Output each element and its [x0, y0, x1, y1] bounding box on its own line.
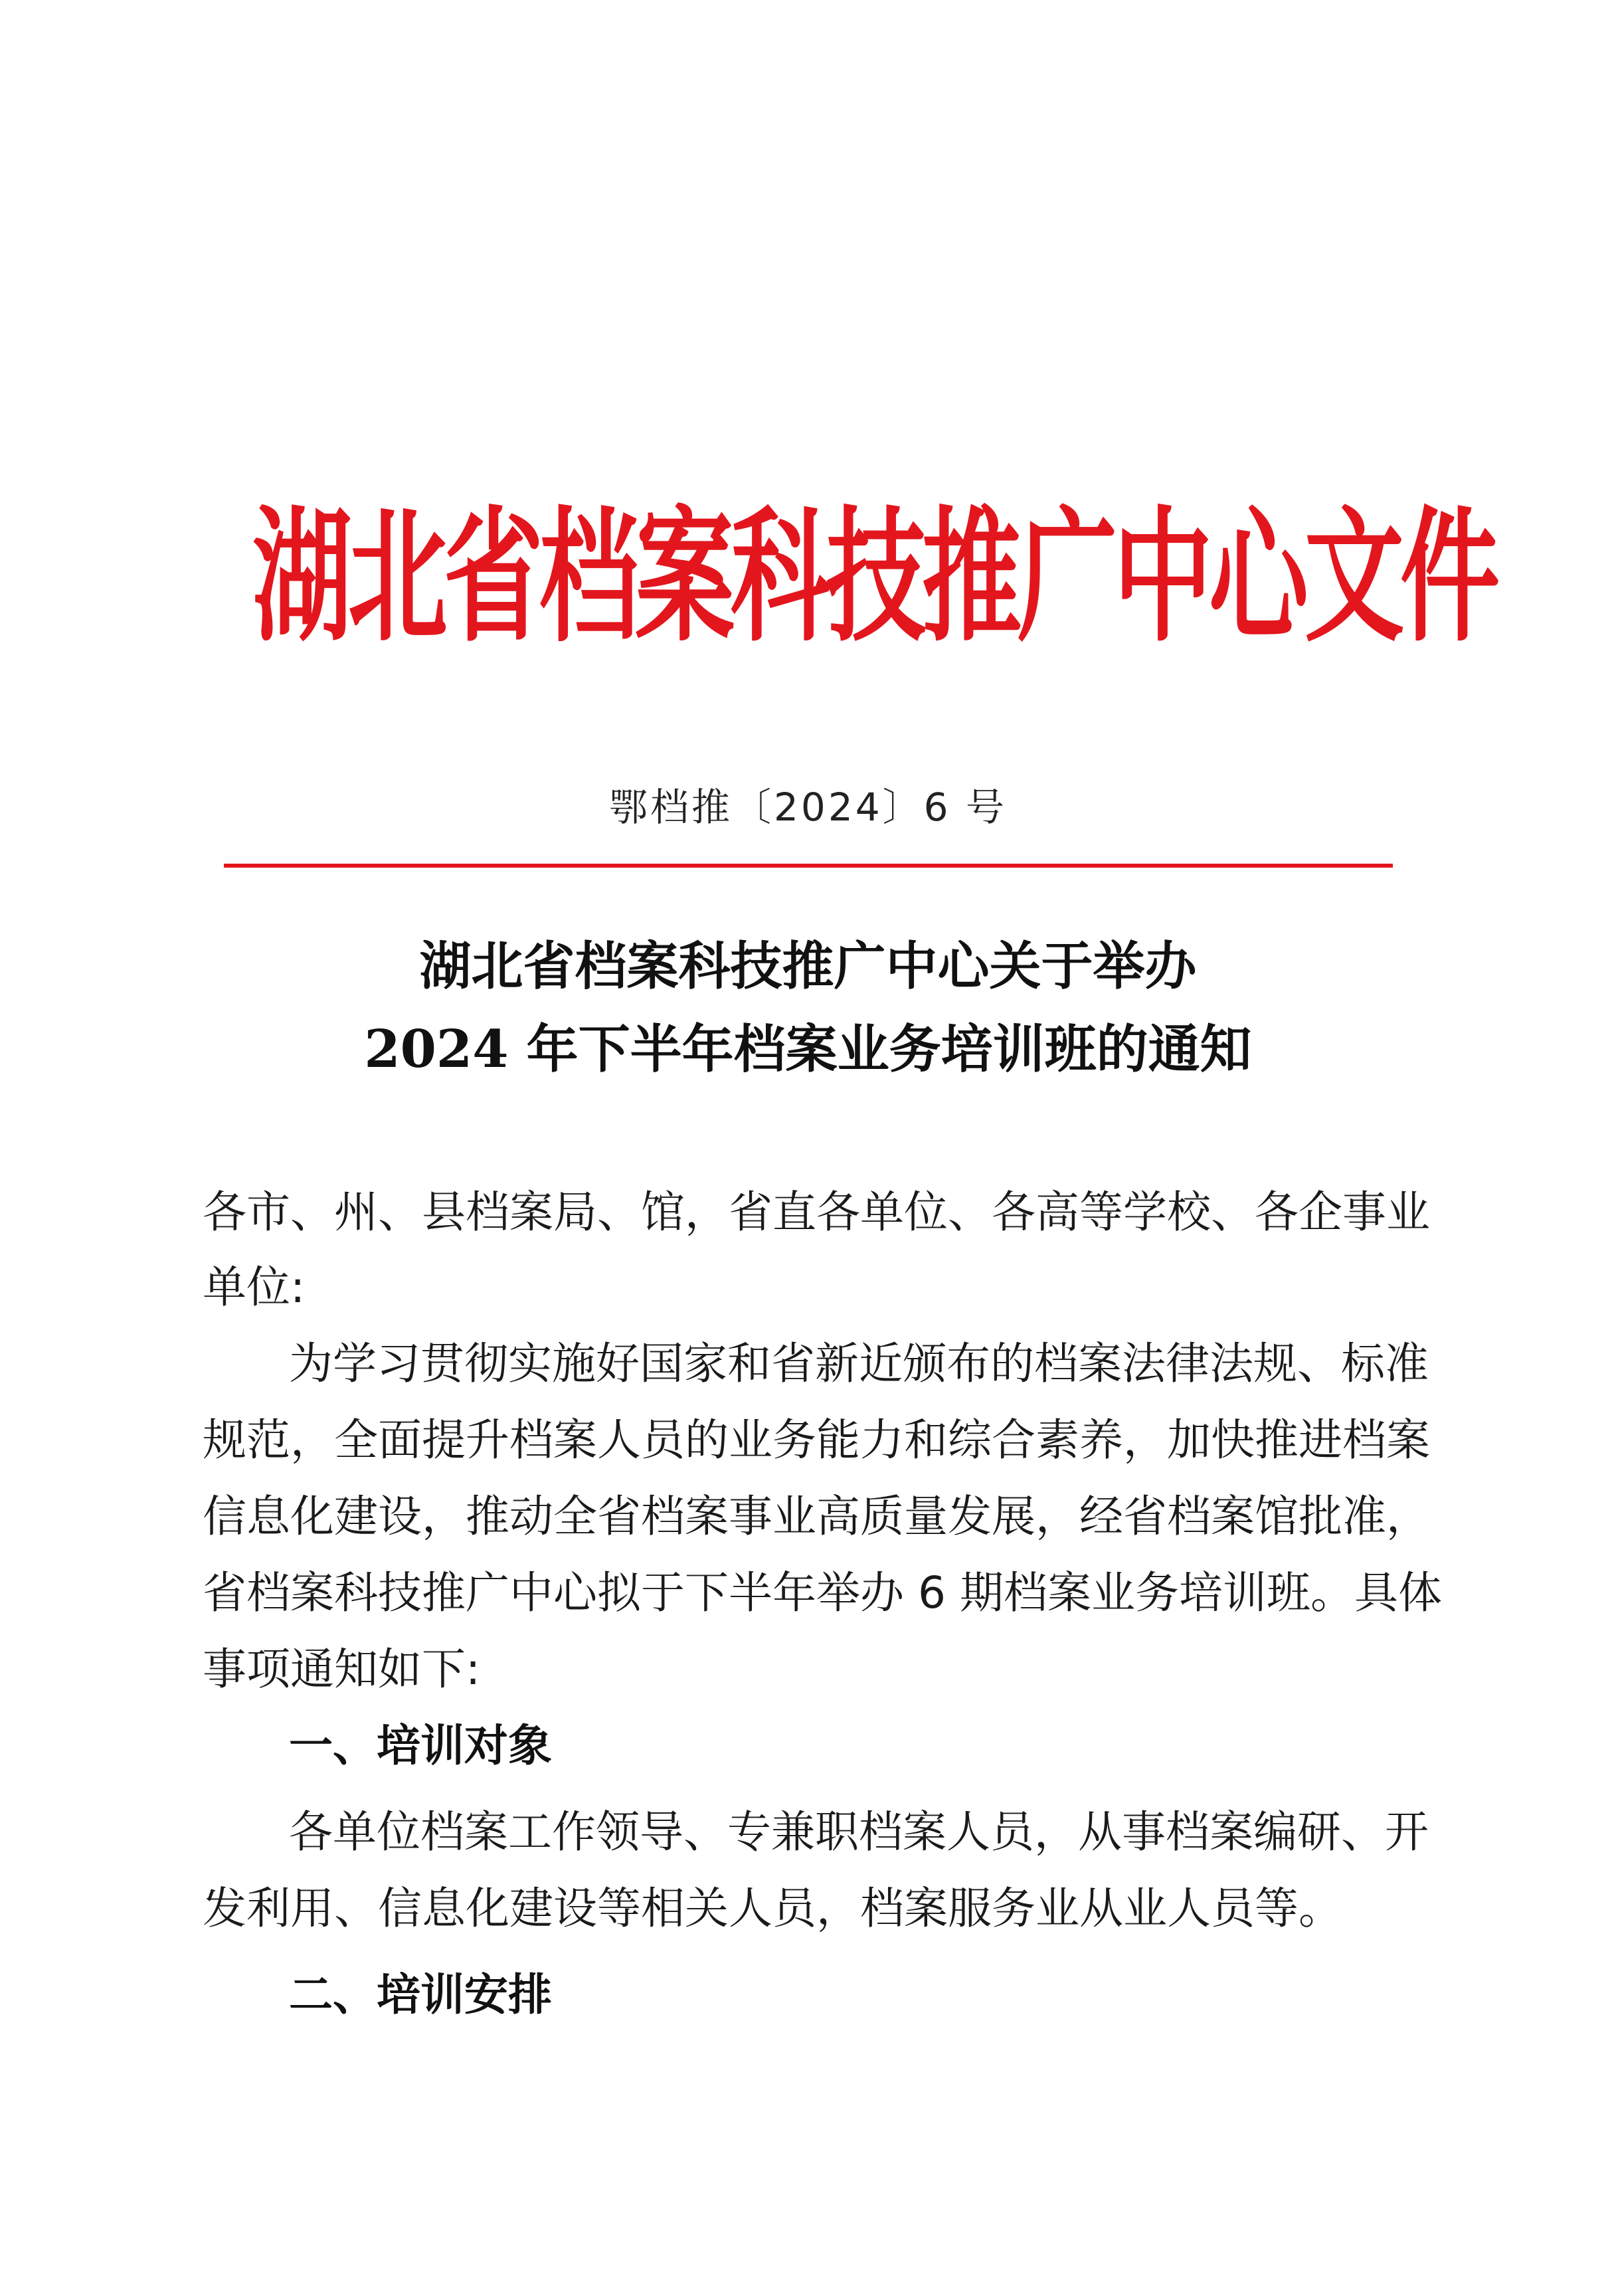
addressee-line-2: 单位: [203, 1262, 306, 1313]
notice-title-line-1: 湖北省档案科技推广中心关于举办 [419, 936, 1197, 997]
intro-paragraph-line-2: 规范，全面提升档案人员的业务能力和综合素养，加快推进档案 [203, 1414, 1430, 1466]
section1-line-2: 发利用、信息化建设等相关人员，档案服务业从业人员等。 [203, 1883, 1342, 1934]
document-number: 鄂档推〔2024〕6 号 [609, 785, 1007, 830]
section-heading-training-targets: 一、培训对象 [289, 1720, 552, 1771]
section1-line-1: 各单位档案工作领导、专兼职档案人员，从事档案编研、开 [289, 1806, 1429, 1858]
addressee-line-1: 各市、州、县档案局、馆，省直各单位、各高等学校、各企事业 [203, 1187, 1430, 1238]
agency-header-title: 湖北省档案科技推广中心文件 [252, 494, 1496, 662]
intro-paragraph-line-1: 为学习贯彻实施好国家和省新近颁布的档案法律法规、标准 [289, 1338, 1429, 1389]
red-divider-rule [224, 864, 1393, 868]
intro-paragraph-line-3: 信息化建设，推动全省档案事业高质量发展，经省档案馆批准， [203, 1491, 1430, 1542]
intro-paragraph-line-5: 事项通知如下: [203, 1644, 481, 1695]
notice-title-line-2: 2024 年下半年档案业务培训班的通知 [364, 1019, 1252, 1080]
intro-paragraph-line-4: 省档案科技推广中心拟于下半年举办 6 期档案业务培训班。具体 [203, 1567, 1442, 1618]
section-heading-training-arrangement: 二、培训安排 [289, 1969, 552, 2020]
